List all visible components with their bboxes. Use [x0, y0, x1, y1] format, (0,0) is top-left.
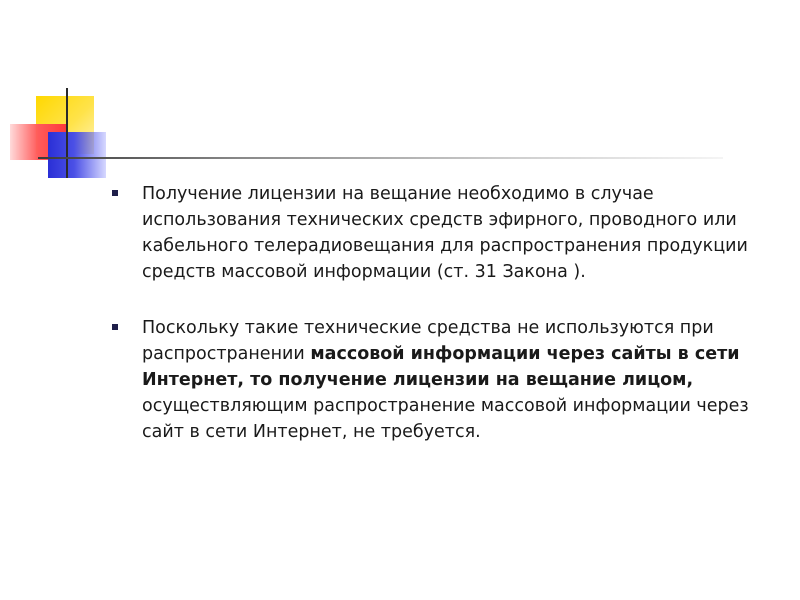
bullet-square-icon	[112, 324, 118, 330]
bullet-item-license-required	[108, 181, 768, 285]
bullet-text: Получение лицензии на вещание необходимо в случае использования технических средств эфирного, проводного или кабельного телерадиовещания для распространения продукции средств массовой информации (ст. 31 Закона ).	[142, 184, 748, 282]
bullet-square-icon	[112, 190, 118, 196]
bullet-text-end: осуществляющим распространение массовой информации через сайт в сети Интернет, не требуется.	[142, 396, 749, 442]
slide-body	[108, 181, 768, 445]
slide-decoration	[0, 0, 800, 200]
horizontal-rule	[38, 157, 723, 159]
vertical-rule	[66, 88, 68, 178]
bullet-text-start: Поскольку такие технические средства не используются при распространении	[142, 318, 714, 364]
bullet-item-license-not-required	[108, 315, 768, 445]
blue-square-decoration	[48, 132, 106, 178]
bullet-text-emphasis: массовой информации через сайты в сети Интернет, то получение лицензии на вещание лицом,	[142, 344, 740, 390]
